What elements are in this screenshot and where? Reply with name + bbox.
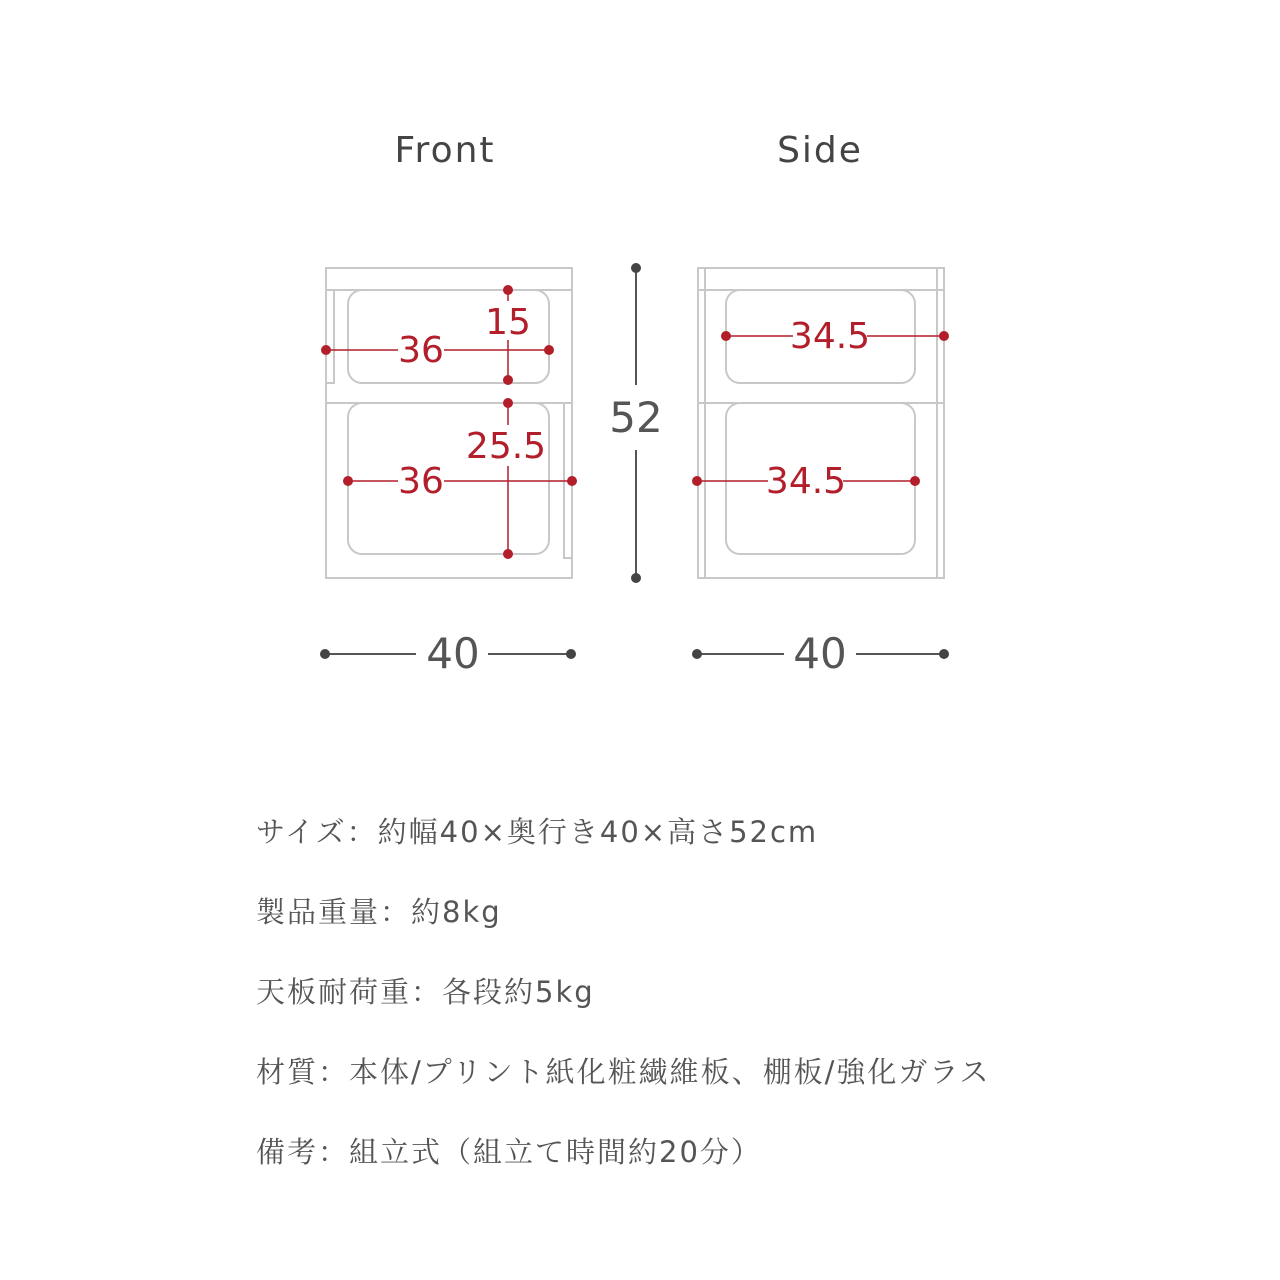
spec-size: サイズ：約幅40×奥行き40×高さ52cm [256, 815, 819, 849]
front-upper-height-label: 15 [485, 302, 531, 343]
front-body-outline [326, 268, 572, 578]
side-depth-label: 40 [793, 629, 847, 678]
front-width-label: 40 [426, 629, 480, 678]
front-upper-height-start-dot [503, 285, 513, 295]
height-start-dot [631, 263, 641, 273]
side-view [692, 268, 949, 678]
side-upper-depth-start-dot [721, 331, 731, 341]
front-width-end-dot [566, 649, 576, 659]
front-lower-width-start-dot [343, 476, 353, 486]
spec-load-capacity: 天板耐荷重：各段約5kg [256, 975, 595, 1009]
front-upper-height-end-dot [503, 375, 513, 385]
front-upper-width-label: 36 [398, 330, 444, 371]
side-lower-depth-end-dot [910, 476, 920, 486]
side-upper-depth-end-dot [939, 331, 949, 341]
front-lower-height-start-dot [503, 398, 513, 408]
front-width-start-dot [320, 649, 330, 659]
height-label: 52 [609, 393, 663, 442]
front-lower-width-label: 36 [398, 461, 444, 502]
spec-material: 材質：本体/プリント紙化粧繊維板、棚板/強化ガラス [256, 1055, 991, 1089]
spec-list [256, 792, 991, 1192]
spec-weight: 製品重量：約8kg [256, 895, 502, 929]
side-lower-depth-start-dot [692, 476, 702, 486]
front-view [320, 268, 577, 678]
side-body-outline [698, 268, 944, 578]
side-depth-end-dot [939, 649, 949, 659]
side-depth-start-dot [692, 649, 702, 659]
side-lower-depth-label: 34.5 [765, 461, 847, 502]
front-lower-height-end-dot [503, 549, 513, 559]
front-upper-width-end-dot [544, 345, 554, 355]
front-upper-side-post [326, 290, 334, 383]
side-view-title: Side [777, 130, 863, 171]
front-view-title: Front [394, 130, 496, 171]
height-end-dot [631, 573, 641, 583]
height-dimension [609, 263, 662, 583]
spec-notes: 備考：組立式（組立て時間約20分） [256, 1135, 762, 1169]
front-upper-width-start-dot [321, 345, 331, 355]
front-lower-height-label: 25.5 [465, 426, 547, 467]
front-lower-width-end-dot [567, 476, 577, 486]
side-upper-depth-label: 34.5 [789, 316, 871, 357]
